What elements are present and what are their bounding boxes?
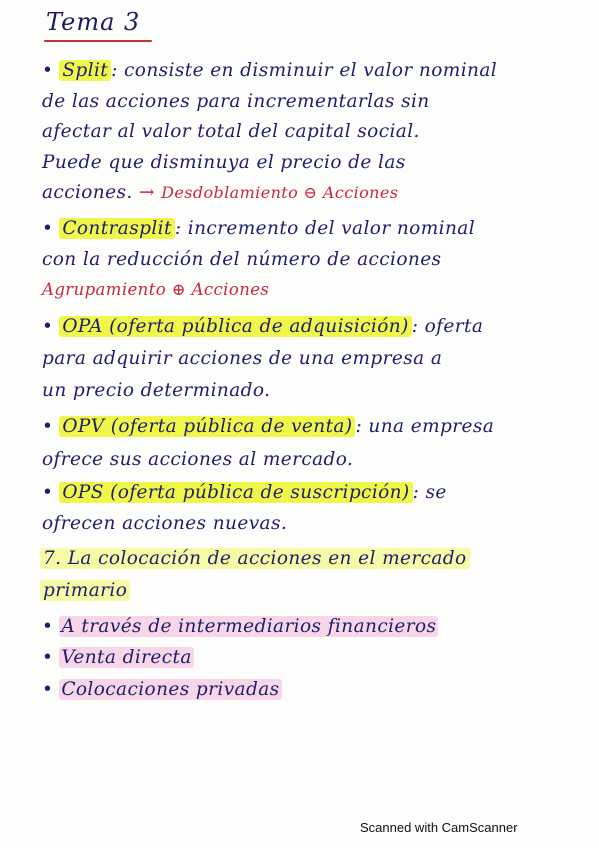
opa-term: OPA (oferta pública de adquisición) [59,316,411,337]
ops-term: OPS (oferta pública de suscripción) [59,482,412,503]
ops-line-2: ofrecen acciones nuevas. [42,513,288,534]
contrasplit-line-1: • Contrasplit : incremento del valor nominal [42,218,476,239]
contrasplit-term: Contrasplit [59,218,175,239]
section-heading-line-2: primario [40,580,130,601]
section-item-3: • Colocaciones privadas [42,679,280,700]
opa-line-3: un precio determinado. [42,380,271,401]
section-item-1: • A través de intermediarios financieros [42,616,437,637]
section-item-2: • Venta directa [42,647,192,668]
bullet: • [42,647,54,668]
ops-line-1: • OPS (oferta pública de suscripción) : se [42,482,447,503]
section-heading-line-1: 7. La colocación de acciones en el mercado [40,548,470,569]
page-title: Tema 3 [46,8,141,36]
contrasplit-line-2: con la reducción del número de acciones [42,249,442,270]
scanner-watermark: Scanned with CamScanner [360,820,518,835]
split-term: Split [59,60,111,81]
split-red-note: Desdoblamiento ⊖ Acciones [161,183,399,202]
split-line-3: afectar al valor total del capital social. [42,121,420,142]
arrow-icon: → [138,182,155,203]
opa-line-2: para adquirir acciones de una empresa a [42,348,443,369]
contrasplit-red-note: Agrupamiento ⊕ Acciones [42,280,270,299]
split-line-5: acciones. → Desdoblamiento ⊖ Acciones [42,182,399,203]
split-line-2: de las acciones para incrementarlas sin [42,91,430,112]
bullet: • [42,616,54,637]
opv-line-1: • OPV (oferta pública de venta) : una empresa [42,416,495,437]
opv-line-2: ofrece sus acciones al mercado. [42,449,354,470]
bullet: • [42,316,54,337]
bullet: • [42,482,54,503]
bullet: • [42,416,54,437]
title-underline [44,40,152,42]
bullet: • [42,218,54,239]
opa-line-1: • OPA (oferta pública de adquisición) : oferta [42,316,484,337]
split-line-1: • Split : consiste en disminuir el valor nominal [42,60,498,81]
split-line-4: Puede que disminuya el precio de las [42,152,406,173]
opv-term: OPV (oferta pública de venta) [59,416,355,437]
bullet: • [42,60,54,81]
bullet: • [42,679,54,700]
